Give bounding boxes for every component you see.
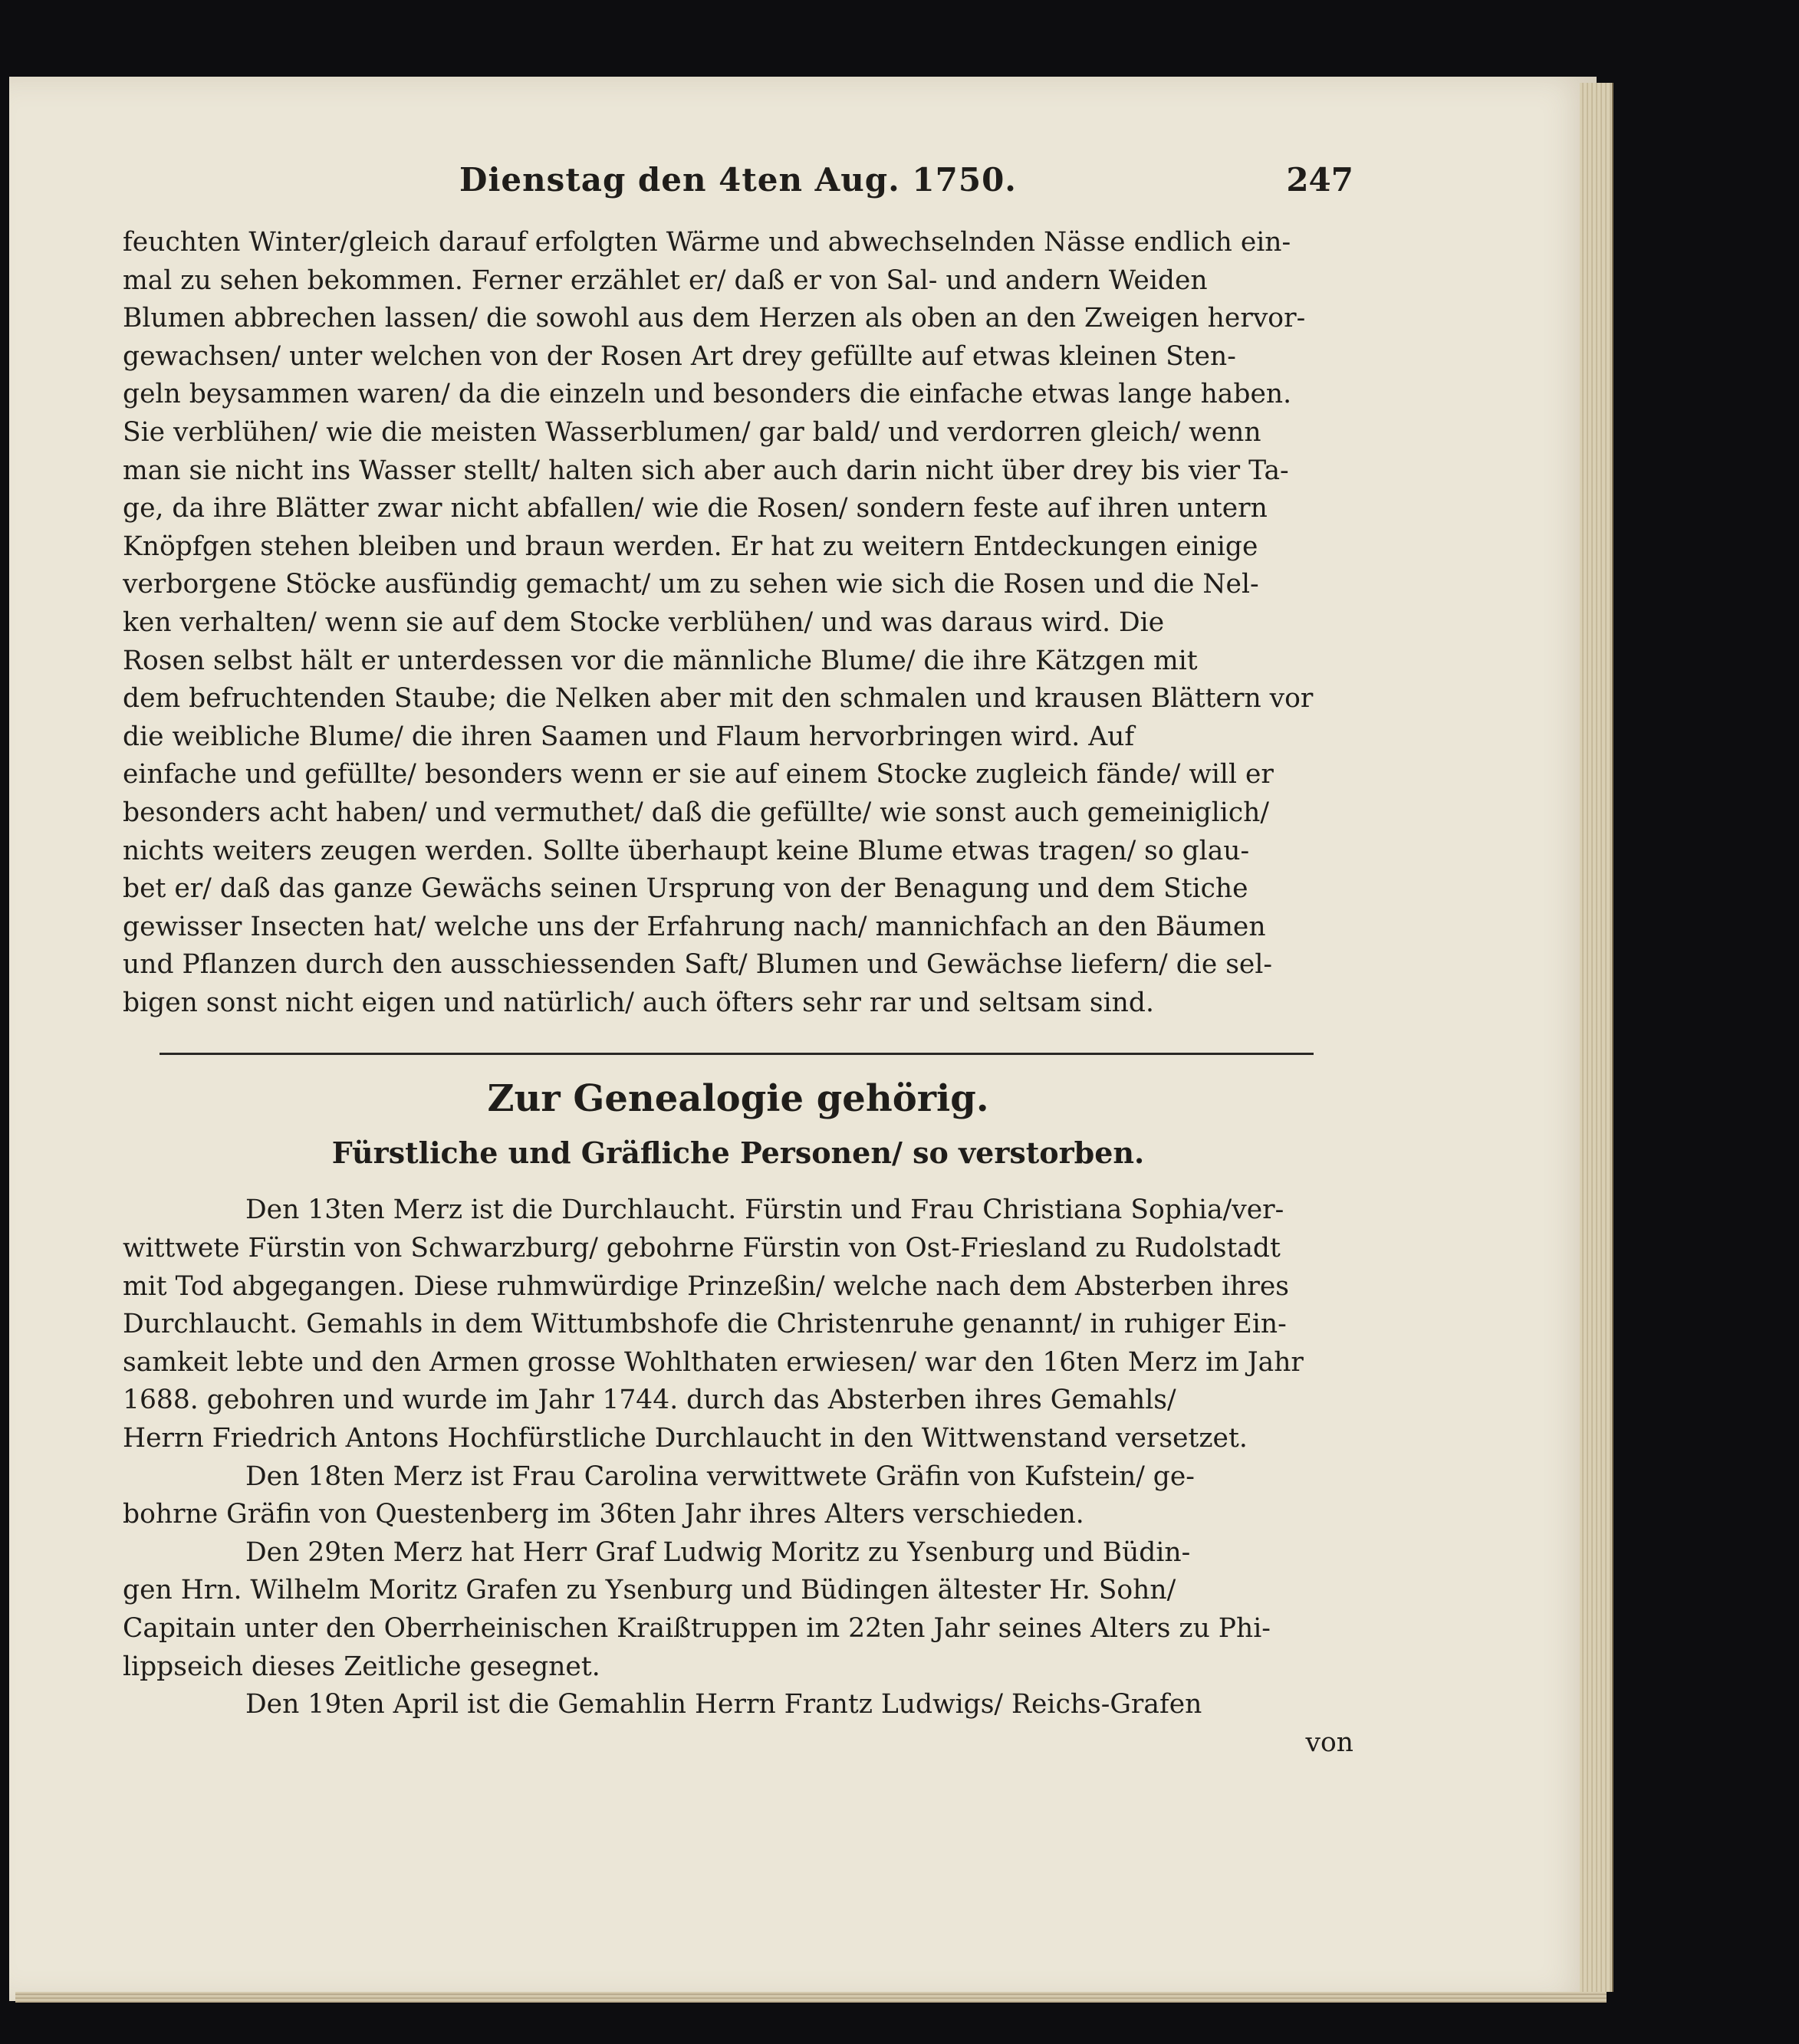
entry-first-line: Den 13ten Merz ist die Durchlaucht. Fürstin und Frau Christiana Sophia/ver-: [245, 1195, 1284, 1226]
genealogy-entry: [123, 1191, 1353, 1457]
page-number: 247: [1286, 161, 1353, 199]
text-line: Blumen abbrechen lassen/ die sowohl aus dem Herzen als oben an den Zweigen hervor-: [123, 303, 1306, 334]
text-line: gewachsen/ unter welchen von der Rosen Art drey gefüllte auf etwas kleinen Sten-: [123, 340, 1236, 372]
entry-first-line: Den 19ten April ist die Gemahlin Herrn Frantz Ludwigs/ Reichs-Grafen: [245, 1689, 1202, 1720]
section-heading: Zur Genealogie gehörig.: [487, 1077, 989, 1121]
text-line: Durchlaucht. Gemahls in dem Wittumbshofe die Christenruhe genannt/ in ruhiger Ein-: [123, 1309, 1287, 1340]
text-line: Capitain unter den Oberrheinischen Kraißtruppen im 22ten Jahr seines Alters zu Phi-: [123, 1613, 1271, 1644]
text-line: nichts weiters zeugen werden. Sollte überhaupt keine Blume etwas tragen/ so glau-: [123, 835, 1250, 866]
continued-paragraph: [123, 224, 1353, 1022]
text-line: gen Hrn. Wilhelm Moritz Grafen zu Ysenburg und Büdingen ältester Hr. Sohn/: [123, 1575, 1176, 1606]
genealogy-entry: [123, 1458, 1353, 1534]
section-subheading: Fürstliche und Gräfliche Personen/ so verstorben.: [331, 1135, 1145, 1171]
text-line: ge, da ihre Blätter zwar nicht abfallen/ wie die Rosen/ sondern feste auf ihren untern: [123, 493, 1268, 524]
text-line: Herrn Friedrich Antons Hochfürstliche Durchlaucht in den Wittwenstand versetzet.: [123, 1423, 1248, 1454]
running-title: Dienstag den 4ten Aug. 1750.: [459, 161, 1017, 199]
text-line: mal zu sehen bekommen. Ferner erzählet er/ daß er von Sal- und andern Weiden: [123, 265, 1208, 296]
page-edges: [1580, 83, 1613, 1992]
text-line: besonders acht haben/ und vermuthet/ daß die gefüllte/ wie sonst auch gemeiniglich/: [123, 797, 1269, 828]
text-line: samkeit lebte und den Armen grosse Wohlthaten erwiesen/ war den 16ten Merz im Jahr: [123, 1346, 1304, 1378]
entry-first-line: Den 18ten Merz ist Frau Carolina verwittwete Gräfin von Kufstein/ ge-: [245, 1461, 1195, 1492]
text-line: und Pflanzen durch den ausschiessenden Saft/ Blumen und Gewächse liefern/ die sel-: [123, 949, 1273, 981]
catchword: von: [1305, 1727, 1353, 1758]
text-line: feuchten Winter/gleich darauf erfolgten Wärme und abwechselnden Nässe endlich ein-: [123, 227, 1291, 258]
page-text-area: [123, 161, 1353, 1762]
text-line: ken verhalten/ wenn sie auf dem Stocke verblühen/ und was daraus wird. Die: [123, 606, 1165, 638]
genealogy-entry: [123, 1534, 1353, 1686]
text-line: mit Tod abgegangen. Diese ruhmwürdige Prinzeßin/ welche nach dem Absterben ihres: [123, 1270, 1289, 1302]
text-line: bigen sonst nicht eigen und natürlich/ auch öfters sehr rar und seltsam sind.: [123, 987, 1154, 1018]
section-divider: [160, 1053, 1314, 1055]
text-line: Knöpfgen stehen bleiben und braun werden. Er hat zu weitern Entdeckungen einige: [123, 531, 1258, 562]
page-edges-bottom: [15, 1992, 1607, 2003]
text-line: einfache und gefüllte/ besonders wenn er sie auf einem Stocke zugleich fände/ will er: [123, 759, 1274, 790]
text-line: Sie verblühen/ wie die meisten Wasserblumen/ gar bald/ und verdorren gleich/ wenn: [123, 416, 1261, 448]
text-line: bohrne Gräfin von Questenberg im 36ten Jahr ihres Alters verschieden.: [123, 1499, 1084, 1530]
text-line: geln beysammen waren/ da die einzeln und besonders die einfache etwas lange haben.: [123, 379, 1292, 410]
entry-first-line: Den 29ten Merz hat Herr Graf Ludwig Moritz zu Ysenburg und Büdin-: [245, 1536, 1191, 1568]
text-line: dem befruchtenden Staube; die Nelken aber mit den schmalen und krausen Blättern vor: [123, 683, 1314, 715]
genealogy-entry: [123, 1686, 1353, 1724]
text-line: lippseich dieses Zeitliche gesegnet.: [123, 1651, 600, 1682]
running-head: [123, 161, 1353, 215]
text-line: gewisser Insecten hat/ welche uns der Erfahrung nach/ mannichfach an den Bäumen: [123, 911, 1266, 942]
text-line: man sie nicht ins Wasser stellt/ halten sich aber auch darin nicht über drey bis vier Ta-: [123, 455, 1289, 486]
text-line: die weibliche Blume/ die ihren Saamen und Flaum hervorbringen wird. Auf: [123, 721, 1135, 752]
text-line: bet er/ daß das ganze Gewächs seinen Ursprung von der Benagung und dem Stiche: [123, 873, 1248, 905]
text-line: wittwete Fürstin von Schwarzburg/ gebohrne Fürstin von Ost-Friesland zu Rudolstadt: [123, 1233, 1281, 1264]
text-line: verborgene Stöcke ausfündig gemacht/ um zu sehen wie sich die Rosen und die Nel-: [123, 569, 1259, 600]
text-line: Rosen selbst hält er unterdessen vor die männliche Blume/ die ihre Kätzgen mit: [123, 645, 1198, 676]
text-line: 1688. gebohren und wurde im Jahr 1744. durch das Absterben ihres Gemahls/: [123, 1385, 1176, 1416]
